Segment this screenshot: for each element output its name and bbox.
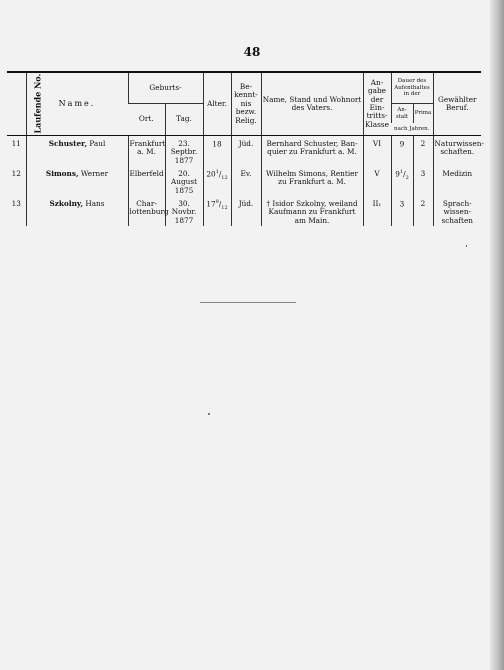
paper-speck [466, 245, 467, 247]
chosen-profession: Naturwissen- schaften. [433, 136, 481, 167]
header-vater: Name, Stand und Wohnort des Vaters. [261, 72, 363, 136]
header-klasse: An- gabe der Ein- tritts- Klasse [363, 72, 391, 136]
religion: Jüd. [231, 196, 261, 226]
entry-class: II₁ [363, 196, 391, 226]
age: $17^9/_{12}$ [203, 196, 231, 226]
header-dauer: Dauer des Aufenthaltes in der [391, 72, 433, 104]
student-given-name: Hans [85, 199, 105, 208]
student-surname: Schuster, [48, 139, 87, 148]
chosen-profession: Medizin [433, 166, 481, 196]
header-laufende-no: Laufende No. [7, 72, 26, 136]
student-surname: Simons, [45, 169, 79, 178]
birth-place: Elberfeld [128, 166, 165, 196]
birth-place: Char- lottenburg [128, 196, 165, 226]
row-number: 13 [11, 199, 21, 208]
entry-class: VI [363, 136, 391, 167]
years-at-school: 9 [391, 136, 413, 167]
header-nach-jahren: nach Jahren. [391, 123, 433, 136]
years-at-school: $9^1/_2$ [391, 166, 413, 196]
student-given-name: Werner [80, 169, 109, 178]
header-beruf: Gewählter Beruf. [433, 72, 481, 136]
paper-speck [208, 413, 210, 415]
header-ort: Ort. [128, 104, 165, 136]
header-bekenntnis: Be- kennt- nis bezw. Relig. [231, 72, 261, 136]
student-name [26, 136, 128, 167]
header-anstalt: An- stalt [391, 104, 413, 124]
birth-date: 23. Septbr. 1877 [165, 136, 203, 167]
page-edge-shadow [490, 0, 504, 670]
student-name [26, 166, 128, 196]
years-at-school: 3 [391, 196, 413, 226]
religion: Jüd. [231, 136, 261, 167]
page-number: 48 [243, 45, 261, 59]
header-name: Name. [26, 72, 128, 136]
student-register-table [7, 71, 484, 226]
header-prima: Prima [413, 104, 433, 124]
entry-class: V [363, 166, 391, 196]
years-in-prima: 3 [413, 166, 433, 196]
header-row-1 [7, 72, 481, 104]
birth-place: Frankfurt a. M. [128, 136, 165, 167]
birth-date: 30. Novbr. 1877 [165, 196, 203, 226]
years-in-prima: 2 [413, 196, 433, 226]
father-info: Bernhard Schuster, Ban- quier zu Frankfurt a. M. [261, 136, 363, 167]
chosen-profession: Sprach- wissen- schaften [433, 196, 481, 226]
header-tag: Tag. [165, 104, 203, 136]
religion: Ev. [231, 166, 261, 196]
table-row [7, 196, 481, 226]
header-alter: Alter. [203, 72, 231, 136]
row-number: 11 [11, 139, 21, 148]
years-in-prima: 2 [413, 136, 433, 167]
row-number: 12 [11, 169, 21, 178]
student-surname: Szkolny, [49, 199, 83, 208]
age: 18 [203, 136, 231, 167]
age: $20^1/_{12}$ [203, 166, 231, 196]
table-row [7, 166, 481, 196]
birth-date: 20. August 1875 [165, 166, 203, 196]
table-row [7, 136, 481, 167]
student-name [26, 196, 128, 226]
student-given-name: Paul [89, 139, 106, 148]
father-info: Wilhelm Simons, Rentier zu Frankfurt a. M. [261, 166, 363, 196]
father-info: † Isidor Szkolny, weiland Kaufmann zu Frankfurt am Main. [261, 196, 363, 226]
header-geburts: Geburts- [128, 72, 203, 104]
section-divider [200, 302, 296, 303]
